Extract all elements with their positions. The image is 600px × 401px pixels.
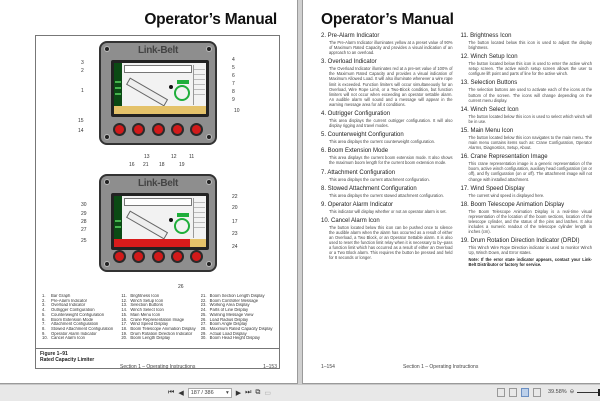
entry-stowed-attachment-configuration: 8. Stowed Attachment Configuration This area displays the current stowed attachment configuration. [321, 185, 444, 198]
legend-item: 16. Crane Representation Image [121, 317, 185, 322]
selection-button-3[interactable] [152, 123, 165, 136]
entry-operator-alarm-indicator: 9. Operator Alarm Indicator This indicator will display whether or not an operator alarm is set. [321, 201, 447, 214]
footer-section: Section 1 – Operating Instructions [403, 364, 479, 370]
footer-page-number: 1–153 [263, 364, 277, 370]
legend-item: 10. Cancel Alarm Icon [42, 336, 85, 341]
warning-message-bar [114, 239, 190, 247]
callout-label: 26 [178, 284, 184, 290]
right-indicator-column [193, 65, 205, 105]
entry-boom-extension-mode: 6. Boom Extension Mode This area displays the current boom extension mode. It also shows the maximum boom length for the current boom extension mode. [321, 148, 453, 166]
entry-brightness-icon: 11. Brightness Icon The button located below this icon is used to adjust the display brightness. [460, 33, 592, 51]
callout-label: 22 [232, 194, 238, 200]
legend-item: 30. Boom Head Height Display [200, 336, 260, 341]
zoom-level: 39.58% [548, 389, 567, 395]
callout-label: 12 [171, 154, 177, 160]
legend-item: 23. Working Area Display [200, 303, 250, 308]
legend-item: 14. Winch Select Icon [121, 308, 164, 313]
callout-label: 18 [159, 162, 165, 168]
figure-legend [39, 294, 277, 341]
callout-label: 4 [232, 57, 235, 63]
callout-label: 15 [78, 118, 84, 124]
last-page-icon[interactable]: ⏭ [245, 389, 252, 396]
callout-label: 16 [129, 162, 135, 168]
brand-logo: Link-Belt [137, 178, 179, 189]
entry-overload-indicator: 3. Overload Indicator The Overload Indicator illuminates red at a pre-set value of 100% of the Maximum Rated Capacity and provides a visual indication of Maximum Allowed Load. It will also illuminate whenever a wire rope limit is exceeded. Function limiters will occur simultaneously for an Overload, Wire Rope Limit, or a Two-Block condition, but function limiters will not occur when exceeding an operator settable alarm. An audible alarm will sound and a message will appear in the warning message area for all 4 conditions. [321, 59, 453, 107]
right-indicator-column [193, 198, 205, 238]
selection-button-4[interactable] [171, 250, 184, 263]
legend-item: 27. Boom Angle Display [200, 322, 248, 327]
left-page [0, 0, 298, 384]
callout-label: 24 [232, 244, 238, 250]
entry-main-menu-icon: 15. Main Menu Icon The button located below this icon navigates to the main menu. The main menu contains items such as: Crane Configuration, Operator Alarms, Diagnostics, Setup, About. [460, 127, 592, 151]
lcd-screen [114, 63, 206, 114]
entry-cancel-alarm-icon: 10. Cancel Alarm Icon The button located below this icon can be pushed once to silence the audible alarm when the alarm has occurred as a result of either an Overload, a Two Block, or an Operator Settable alarm. It is also used to reset the function limit relay when it is necessary to by–pass a function limit which has occurred as a result of either an Overload or a Two Block alarm. This requires the button be pressed and held for 8 seconds or longer. [321, 217, 453, 261]
zoom-controls [548, 389, 599, 395]
two-page-view-button[interactable] [521, 388, 529, 397]
entry-pre-alarm-indicator: 2. Pre-Alarm Indicator The Pre-Alarm Indicator illuminates yellow at a preset value of 90% of Maximum Rated Capacity and provides a visual indication of an approach to an overload. [321, 33, 453, 56]
legend-item: 29. Actual Load Display [200, 331, 247, 336]
callout-label: 9 [232, 97, 235, 103]
right-page [302, 0, 600, 384]
callout-label: 6 [232, 73, 235, 79]
callout-label: 2 [81, 68, 84, 74]
text-column-2 [461, 32, 593, 271]
parts-of-line-display [190, 239, 206, 247]
screen-bezel [111, 193, 209, 250]
legend-item: 1. Bar Graph [42, 294, 71, 298]
selection-buttons [113, 123, 203, 137]
legend-item: 22. Boom Controller Message [200, 298, 259, 303]
legend-item: 6. Boom Extension Mode [42, 317, 94, 322]
selection-button-2[interactable] [132, 123, 145, 136]
legend-item: 28. Maximum Rated Capacity Display [200, 326, 273, 331]
legend-item: 7. Attachment Configuration [42, 322, 99, 327]
entry-wind-speed-display: 17. Wind Speed Display The current wind speed is displayed here. [460, 185, 545, 198]
legend-item: 4. Outrigger Configuration [42, 308, 95, 313]
callout-label: 20 [232, 205, 238, 211]
callout-label: 8 [232, 89, 235, 95]
selection-button-1[interactable] [113, 250, 126, 263]
selection-button-5[interactable] [190, 123, 203, 136]
legend-item: 20. Boom Length Display [121, 336, 171, 341]
wind-speed-label [177, 80, 189, 84]
single-page-view-button[interactable] [497, 388, 505, 397]
config-bar [124, 198, 192, 206]
icon-bar [114, 106, 206, 114]
legend-item: 19. Drum Rotation Direction Indicator [121, 331, 193, 336]
callout-label: 11 [189, 154, 195, 160]
screw-icon [206, 134, 212, 140]
crane-representation-image [126, 78, 168, 107]
drum-indicator-icon [169, 85, 173, 89]
rcl-display-unit-top [99, 41, 217, 145]
two-page-continuous-view-button[interactable] [533, 388, 541, 397]
callout-label: 13 [144, 154, 150, 160]
entry-attachment-configuration: 7. Attachment Configuration This area displays the current attachment configuration. [321, 169, 430, 182]
text-column-1 [321, 32, 453, 271]
legend-item: 24. Parts of Line Display [200, 308, 249, 313]
entry-winch-setup-icon: 12. Winch Setup Icon The button located below this icon is used to enter the active winch setup screen. The active winch setup screen allows the user to configure lift point and parts of line for the active winch. [460, 54, 592, 77]
callout-label: 21 [143, 162, 149, 168]
legend-item: 21. Boom Section Length Display [200, 294, 265, 298]
select-icon[interactable]: ▭ [264, 390, 272, 397]
entry-counterweight-configuration: 5. Counterweight Configuration This area displays the current counterweight configuration. [321, 132, 436, 145]
legend-item: 12. Winch Setup Icon [121, 298, 164, 303]
legend-item: 9. Operator Alarm Indicator [42, 331, 97, 336]
screw-icon [206, 261, 212, 267]
callout-label: 3 [81, 60, 84, 66]
lcd-screen [114, 196, 206, 247]
screen-bezel [111, 60, 209, 117]
zoom-out-icon[interactable]: ⊖ [569, 389, 575, 395]
selection-button-3[interactable] [152, 250, 165, 263]
entry-boom-telescope-animation-display: 18. Boom Telescope Animation Display The Boom Telescope Animation Display is a real-time visual representation of the location of the boom sections, location of the telescope cylinder, and the status of the pins and latches. It also includes a numeric readout of the telescope cylinder length in inches (cm). [460, 201, 592, 235]
figure-title: Rated Capacity Limiter [40, 357, 95, 363]
rcl-display-unit-bottom [99, 174, 217, 272]
wind-speed-dial-icon [174, 218, 190, 234]
next-page-icon[interactable]: ▶ [235, 390, 242, 397]
page-number-input[interactable]: 187 / 386 ▾ [188, 388, 232, 398]
crane-representation-image [126, 211, 168, 240]
selection-button-1[interactable] [113, 123, 126, 136]
callout-label: 14 [78, 128, 84, 134]
entry-crane-representation-image: 16. Crane Representation Image This crane representation image is a generic representation of the boom, active winch configuration, auxiliary head configuration (on or off), and fly configuration (on or off). The attachment image will not change with installed attachment. [460, 154, 592, 182]
legend-item: 3. Overload Indicator [42, 303, 86, 308]
legend-item: 26. Load Radius Display [200, 317, 249, 322]
selection-button-5[interactable] [190, 250, 203, 263]
legend-item: 25. Warning Message View [200, 312, 254, 317]
page-navigation [168, 388, 271, 398]
dropdown-icon: ▾ [225, 390, 229, 396]
selection-buttons [113, 250, 203, 264]
callout-label: 17 [232, 219, 238, 225]
zoom-slider[interactable] [577, 392, 599, 393]
callout-label: 19 [179, 162, 185, 168]
wind-speed-dial-icon [174, 85, 190, 101]
footer-section: Section 1 – Operating Instructions [120, 364, 196, 370]
wind-speed-label [177, 213, 189, 217]
callout-label: 5 [232, 65, 235, 71]
continuous-view-button[interactable] [509, 388, 517, 397]
callout-label: 23 [232, 231, 238, 237]
callout-label: 27 [81, 227, 87, 233]
bar-graph [114, 63, 122, 106]
legend-item: 11. Brightness Icon [121, 294, 160, 298]
screw-icon [104, 134, 110, 140]
legend-item: 18. Boom Telescope Animation Display [121, 326, 196, 331]
bar-graph [114, 196, 122, 239]
copy-icon[interactable]: ⧉ [255, 389, 261, 396]
legend-item: 17. Wind Speed Display [121, 322, 169, 327]
selection-button-4[interactable] [171, 123, 184, 136]
callout-label: 28 [81, 219, 87, 225]
page-title: Operator’s Manual [321, 11, 454, 28]
legend-column-3 [198, 294, 277, 341]
callout-label: 30 [81, 202, 87, 208]
entry-drum-rotation-direction-indicator: 19. Drum Rotation Direction Indicator (DRDI) This Winch Wire Rope Direction indicator is used to monitor Winch Up, Winch Down, and Error states. Note: If the error state indicator appears, contact your Link-Belt Distributor or factory for service. [460, 238, 592, 268]
prev-page-icon[interactable]: ◀ [178, 390, 184, 397]
legend-item: 2. Pre-Alarm Indicator [42, 298, 88, 303]
brand-logo: Link-Belt [137, 45, 179, 56]
text-columns [321, 32, 592, 271]
viewer-statusbar [0, 384, 600, 401]
config-bar [124, 65, 192, 73]
drum-indicator-icon [169, 218, 173, 222]
legend-item: 8. Stowed Attachment Configuration [42, 326, 114, 331]
legend-item: 13. Selection Buttons [121, 303, 163, 308]
figure-number: Figure 1–91 [40, 351, 68, 357]
footer-page-number: 1–154 [321, 364, 335, 370]
legend-column-2 [118, 294, 197, 341]
figure-1-91 [35, 35, 280, 369]
screw-icon [104, 261, 110, 267]
legend-item: 5. Counterweight Configuration [42, 312, 105, 317]
callout-label: 7 [232, 81, 235, 87]
callout-label: 29 [81, 211, 87, 217]
first-page-icon[interactable]: ⏮ [168, 389, 175, 396]
selection-button-2[interactable] [132, 250, 145, 263]
legend-column-1 [39, 294, 118, 341]
entry-outrigger-configuration: 4. Outrigger Configuration This area displays the current outrigger configuration. It will also display rigging and travel modes. [321, 111, 453, 129]
figure-caption [36, 348, 279, 365]
callout-label: 10 [234, 108, 240, 114]
view-mode-controls [497, 388, 541, 397]
page-title: Operator’s Manual [144, 11, 277, 28]
service-note: Note: If the error state indicator appears, contact your Link-Belt Distributor or factory for service. [468, 257, 592, 268]
entry-selection-buttons: 13. Selection Buttons The selection buttons are used to activate each of the icons at the bottom of the screen. The icons will change depending on the current menu display. [460, 80, 592, 103]
callout-label: 25 [81, 238, 87, 244]
callout-label: 1 [81, 88, 84, 94]
legend-item: 15. Main Menu Icon [121, 312, 161, 317]
entry-winch-select-icon: 14. Winch Select Icon The button located below this icon is used to select which winch will be in use. [460, 106, 592, 124]
